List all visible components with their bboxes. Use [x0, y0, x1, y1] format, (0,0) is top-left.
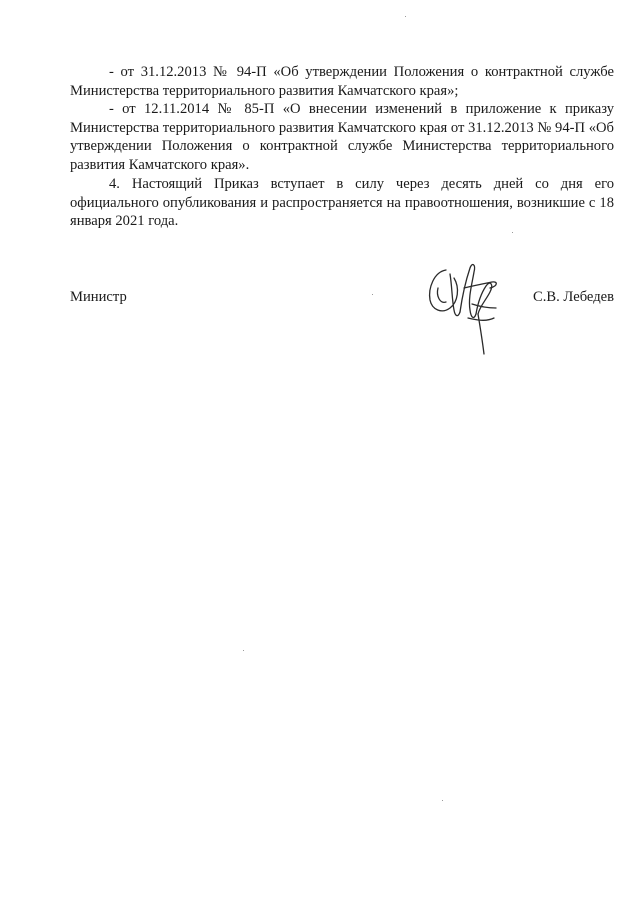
scan-speck — [512, 232, 513, 233]
amendment-item-2013: - от 31.12.2013 № 94-П «Об утверждении Положения о контрактной службе Министерства территориального развития Камчатского края»; — [70, 64, 614, 99]
scan-speck — [243, 650, 244, 651]
signatory-position: Министр — [70, 289, 127, 305]
effective-date-clause: 4. Настоящий Приказ вступает в силу через десять дней со дня его официального опубликования и распространяется на правоотношения, возникшие с 18 января 2021 года. — [70, 176, 614, 229]
scan-speck — [442, 800, 443, 801]
signature-icon — [424, 258, 500, 360]
scan-speck — [372, 294, 373, 295]
signatory-name: С.В. Лебедев — [533, 289, 614, 305]
scan-speck — [405, 16, 406, 17]
amendment-item-2014: - от 12.11.2014 № 85-П «О внесении изменений в приложение к приказу Министерства территориального развития Камчатского края от 31.12.2013 № 94-П «Об утверждении Положения о контрактной службе Министерства территориального развития Камчатского края». — [70, 101, 614, 173]
